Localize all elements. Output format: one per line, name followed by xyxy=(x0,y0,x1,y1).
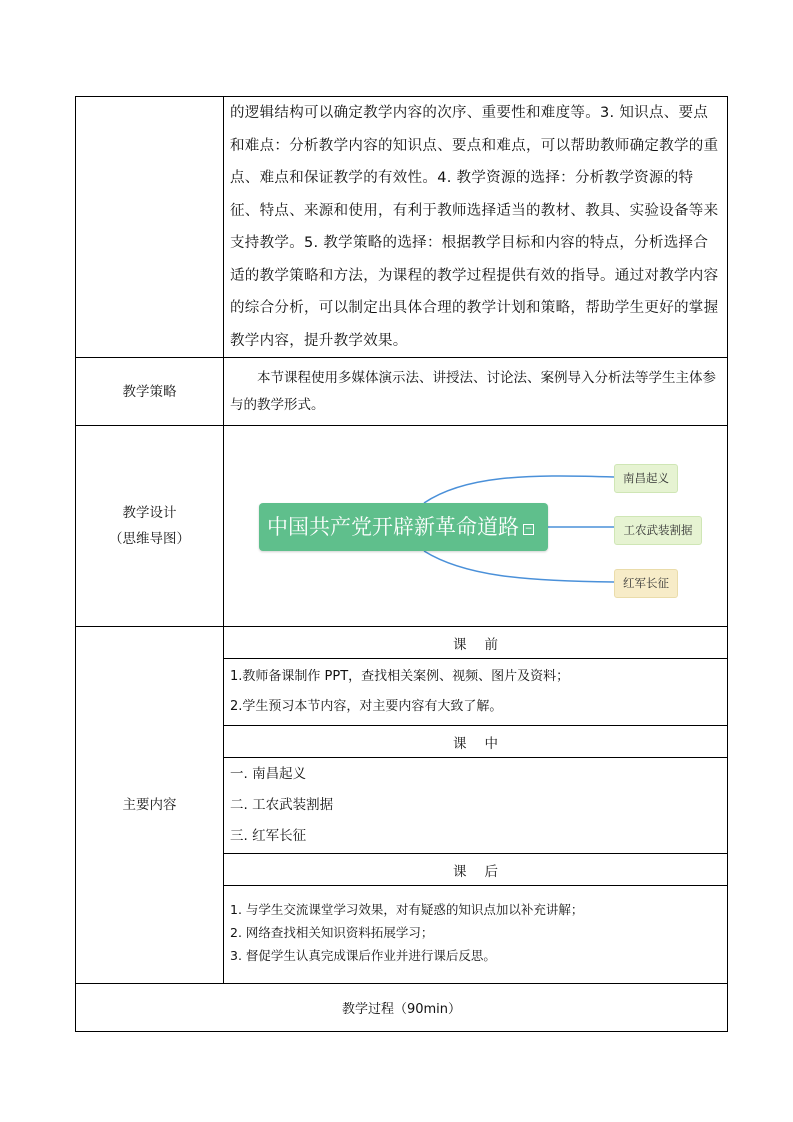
design-row xyxy=(76,426,728,627)
content-analysis-text: 的逻辑结构可以确定教学内容的次序、重要性和难度等。3. 知识点、要点和难点：分析教学内容的知识点、要点和难点，可以帮助教师确定教学的重点、难点和保证教学的有效性。4. 教学资源的选择：分析教学资源的特征、特点、来源和使用，有利于教师选择适当的教材、教具、实验设备等来支持教学。5. 教学策略的选择：根据教学目标和内容的特点，分析选择合适的教学策略和方法，为课程的教学过程提供有效的指导。通过对教学内容的综合分析，可以制定出具体合理的教学计划和策略，帮助学生更好的掌握教学内容，提升教学效果。 xyxy=(230,105,719,349)
strategy-row xyxy=(76,358,728,426)
mindmap-node-long-march[interactable]: 红军长征 xyxy=(614,569,678,598)
during-class-title: 课中 xyxy=(224,726,727,758)
list-item: 2. 网络查找相关知识资料拓展学习； xyxy=(230,925,434,940)
strategy-label: 教学策略 xyxy=(76,358,224,426)
list-item: 1. 与学生交流课堂学习效果，对有疑惑的知识点加以补充讲解； xyxy=(230,902,584,917)
design-label-line1: 教学设计 xyxy=(122,505,177,521)
list-item: 一. 南昌起义 xyxy=(230,766,307,782)
main-content-cell xyxy=(224,627,728,984)
empty-label-cell xyxy=(76,97,224,358)
design-label-line2: （思维导图） xyxy=(109,531,190,547)
list-item: 2.学生预习本节内容，对主要内容有大致了解。 xyxy=(230,699,503,714)
content-analysis-row xyxy=(76,97,728,358)
after-class-list xyxy=(224,886,727,984)
during-class-list xyxy=(224,758,727,854)
content-analysis-cell xyxy=(224,97,728,358)
before-class-list xyxy=(224,659,727,726)
strategy-text: 本节课程使用多媒体演示法、讲授法、讨论法、案例导入分析法等学生主体参与的教学形式。 xyxy=(230,369,716,413)
collapse-icon[interactable]: − xyxy=(524,524,533,534)
list-item: 二. 工农武装割据 xyxy=(230,797,334,813)
after-class-title: 课后 xyxy=(224,854,727,886)
strategy-cell xyxy=(224,358,728,426)
main-content-row xyxy=(76,627,728,984)
mindmap xyxy=(224,426,727,626)
connector-line-3 xyxy=(424,551,614,582)
process-row xyxy=(76,984,728,1032)
main-content-inner-table xyxy=(224,627,727,983)
lesson-plan-table xyxy=(75,96,728,1032)
mindmap-cell xyxy=(224,426,728,627)
process-title: 教学过程（90min） xyxy=(76,984,728,1032)
main-content-label: 主要内容 xyxy=(76,627,224,984)
mindmap-root-node[interactable] xyxy=(259,503,548,551)
list-item: 3. 督促学生认真完成课后作业并进行课后反思。 xyxy=(230,948,496,963)
list-item: 1.教师备课制作 PPT，查找相关案例、视频、图片及资料； xyxy=(230,669,570,684)
mindmap-node-nanchang[interactable]: 南昌起义 xyxy=(614,464,678,493)
connector-line-1 xyxy=(424,476,614,503)
before-class-title: 课前 xyxy=(224,627,727,659)
mindmap-root-text: 中国共产党开辟新革命道路 xyxy=(267,515,519,539)
list-item: 三. 红军长征 xyxy=(230,828,307,844)
design-label xyxy=(76,426,224,627)
mindmap-node-base[interactable]: 工农武装割据 xyxy=(614,516,702,545)
